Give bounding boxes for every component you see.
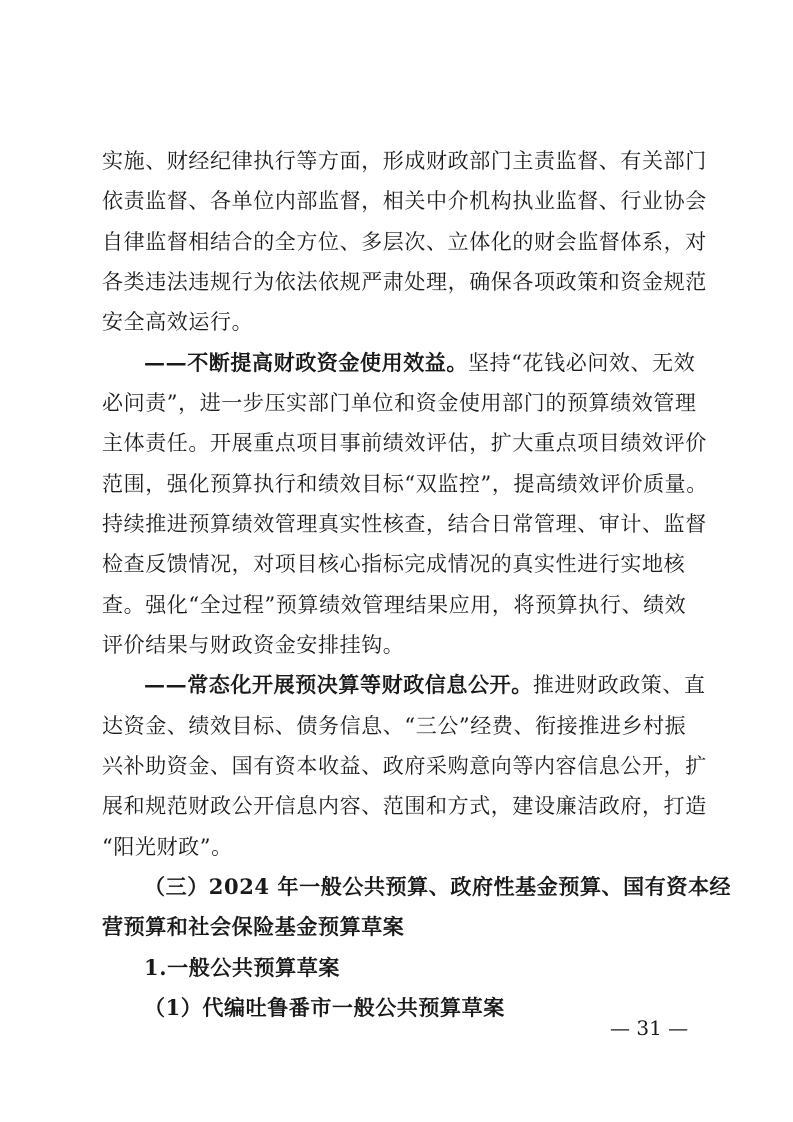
paragraph-line: 检查反馈情况，对项目核心指标完成情况的真实性进行实地核 <box>102 552 686 576</box>
paragraph-line: 必问责”，进一步压实部门单位和资金使用部门的预算绩效管理 <box>102 391 697 415</box>
paragraph-line: 评价结果与财政资金安排挂钩。 <box>102 633 405 657</box>
paragraph-text: 推进财政政策、直 <box>532 673 706 697</box>
subsubsection-heading: （1）代编吐鲁番市一般公共预算草案 <box>144 995 505 1020</box>
paragraph-line: 达资金、绩效目标、债务信息、“三公”经费、衔接推进乡村振 <box>102 714 687 738</box>
page-number: — 31 — <box>610 1016 689 1040</box>
paragraph-line: 安全高效运行。 <box>102 310 254 334</box>
paragraph-line: 兴补助资金、国有资本收益、政府采购意向等内容信息公开，扩 <box>102 754 707 778</box>
paragraph-line: 查。强化“全过程”预算绩效管理结果应用，将预算执行、绩效 <box>102 593 687 617</box>
paragraph-line: 主体责任。开展重点项目事前绩效评估，扩大重点项目绩效评价 <box>102 431 707 455</box>
paragraph-line: 持续推进预算绩效管理真实性核查，结合日常管理、审计、监督 <box>102 512 707 536</box>
paragraph-line: 范围，强化预算执行和绩效目标“双监控”，提高绩效评价质量。 <box>102 472 708 496</box>
paragraph-text: 坚持“花钱必问效、无效 <box>468 351 696 375</box>
paragraph-line <box>144 671 706 699</box>
section-heading: 营预算和社会保险基金预算草案 <box>102 914 405 939</box>
paragraph-line: “阳光财政”。 <box>102 835 233 859</box>
paragraph-line: 实施、财经纪律执行等方面，形成财政部门主责监督、有关部门 <box>102 149 707 173</box>
section-heading: （三）2024 年一般公共预算、政府性基金预算、国有资本经 <box>144 874 732 899</box>
section-heading-inline: ——常态化开展预决算等财政信息公开。 <box>144 672 533 697</box>
paragraph-line: 各类违法违规行为依法依规严肃处理，确保各项政策和资金规范 <box>102 270 707 294</box>
paragraph-line: 自律监督相结合的全方位、多层次、立体化的财会监督体系，对 <box>102 230 707 254</box>
section-heading-inline: ——不断提高财政资金使用效益。 <box>144 350 468 375</box>
paragraph-line <box>144 349 695 377</box>
paragraph-line: 展和规范财政公开信息内容、范围和方式，建设廉洁政府，打造 <box>102 794 707 818</box>
subsection-heading: 1.一般公共预算草案 <box>144 955 340 980</box>
paragraph-line: 依责监督、各单位内部监督，相关中介机构执业监督、行业协会 <box>102 189 707 213</box>
